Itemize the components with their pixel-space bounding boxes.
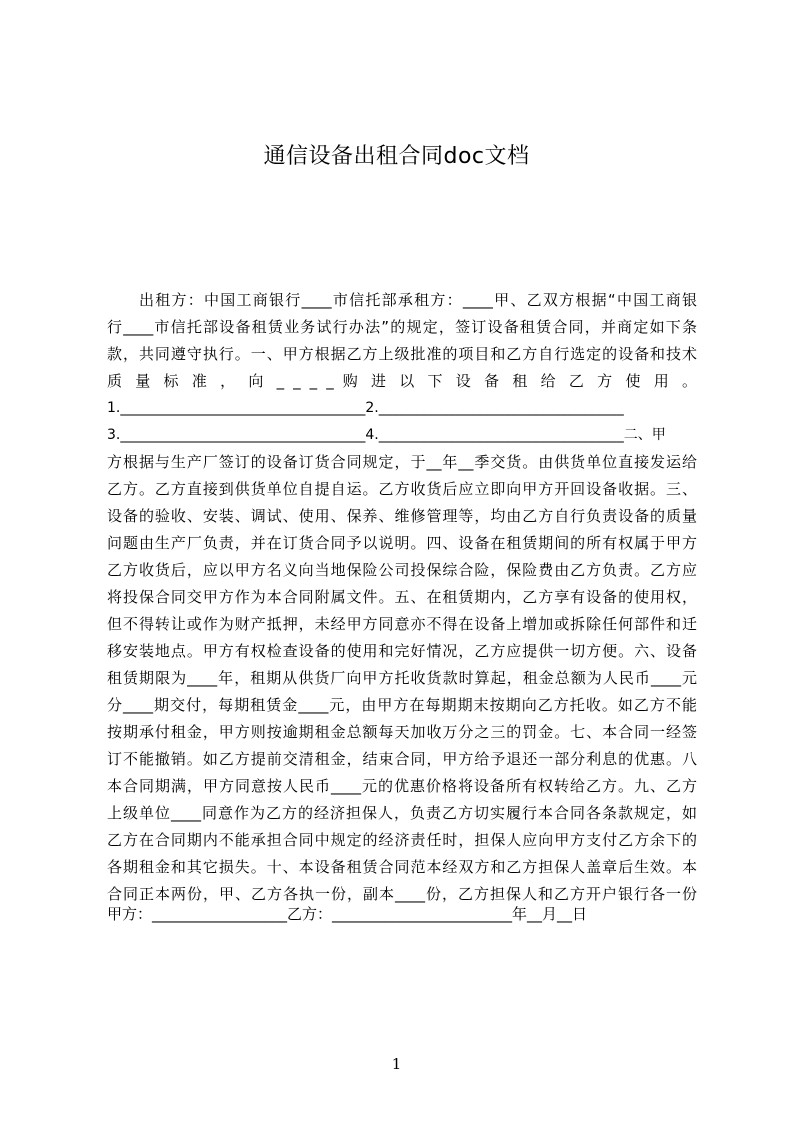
text-line: 按期承付租金，甲方则按逾期租金总额每天加收万分之三的罚金。七、本合同一经签 [107,723,697,741]
text-line: 乙方在合同期内不能承担合同中规定的经济责任时，担保人应向甲方支付乙方余下的 [107,831,697,849]
text-line: 各期租金和其它损失。十、本设备租赁合同范本经双方和乙方担保人盖章后生效。本 [107,858,697,876]
signature-line: 甲方：__________________乙方：________________________年__月__日 [107,905,588,923]
text-line: 上级单位____同意作为乙方的经济担保人，负责乙方切实履行本合同各条款规定，如 [107,804,697,822]
text-line: 将投保合同交甲方作为本合同附属文件。五、在租赁期内，乙方享有设备的使用权， [107,588,697,606]
text-line: 出租方：中国工商银行____市信托部承租方：____甲、乙双方根据“中国工商银 [139,291,697,309]
text-line: 款，共同遵守执行。一、甲方根据乙方上级批准的项目和乙方自行选定的设备和技术 [107,345,697,363]
text-line: 但不得转让或作为财产抵押，未经甲方同意亦不得在设备上增加或拆除任何部件和迁 [107,615,697,633]
text-line: 合同正本两份，甲、乙方各执一份，副本____份，乙方担保人和乙方开户银行各一份 [107,885,697,903]
text-line: 问题由生产厂负责，并在订货合同予以说明。四、设备在租赁期间的所有权属于甲方 [107,534,697,552]
text-line: 1.___________________________________2.___________________________________ [107,400,624,416]
text-line: 设备的验收、安装、调试、使用、保养、维修管理等，均由乙方自行负责设备的质量 [107,507,697,525]
text-line: 乙方收货后，应以甲方名义向当地保险公司投保综合险，保险费由乙方负责。乙方应 [107,561,697,579]
text-line: 乙方。乙方直接到供货单位自提自运。乙方收货后应立即向甲方开回设备收据。三、 [107,480,697,498]
text-line: 质 量 标 准 ， 向 _ _ _ _ 购 进 以 下 设 备 租 给 乙 方 使 用 。 [107,372,697,390]
text-line: 方根据与生产厂签订的设备订货合同规定，于__年__季交货。由供货单位直接发运给 [107,453,697,471]
page-number: 1 [391,1055,402,1073]
text-line: 本合同期满，甲方同意按人民币____元的优惠价格将设备所有权转给乙方。九、乙方 [107,777,697,795]
text-line: 分____期交付，每期租赁金____元，由甲方在每期期末按期向乙方托收。如乙方不能 [107,696,697,714]
text-line: 租赁期限为____年，租期从供货厂向甲方托收货款时算起，租金总额为人民币____元 [107,669,697,687]
text-line: 3.___________________________________4.___________________________________二、甲 [107,427,666,443]
document-title: 通信设备出租合同doc文档 [263,144,530,169]
text-line: 订不能撤销。如乙方提前交清租金，结束合同，甲方给予退还一部分利息的优惠。八 [107,750,697,768]
text-line: 移安装地点。甲方有权检查设备的使用和完好情况，乙方应提供一切方便。六、设备 [107,642,697,660]
text-line: 行____市信托部设备租赁业务试行办法”的规定，签订设备租赁合同，并商定如下条 [107,318,697,336]
